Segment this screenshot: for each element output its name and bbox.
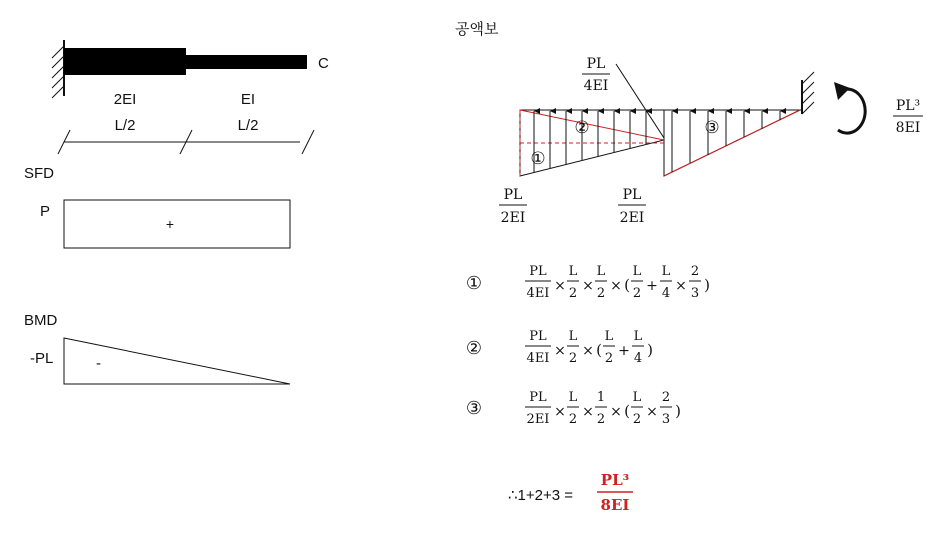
calc2-f1-den: 4EI [526, 351, 550, 366]
calc1-p2-num: L [661, 264, 671, 279]
svg-text:): ) [704, 276, 710, 294]
calc1-f3-num: L [596, 264, 606, 279]
calc1-f3-den: 2 [596, 286, 606, 301]
calc3-f3-den: 2 [596, 412, 606, 427]
calc3-f2-num: L [568, 390, 578, 405]
calc-row-2 [466, 329, 653, 366]
left-fraction-num: PL [503, 187, 523, 203]
svg-text:×: × [582, 278, 594, 294]
sfd-value: P [40, 203, 51, 220]
svg-text:×: × [582, 404, 594, 420]
result-prefix: ∴1+2+3 = [508, 487, 574, 504]
calc1-p1-den: 2 [632, 286, 642, 301]
calc2-p1-num: L [604, 329, 614, 344]
calc3-f2-den: 2 [568, 412, 578, 427]
calc2-f2-den: 2 [568, 351, 578, 366]
calc1-p2-den: 4 [661, 286, 671, 301]
sfd-title: SFD [24, 165, 54, 182]
conjugate-fixed-hatch [802, 72, 814, 114]
bmd-sign: - [96, 355, 101, 372]
calc2-p2-num: L [633, 329, 643, 344]
calc2-f1-num: PL [529, 329, 547, 344]
region-label-1: ① [530, 149, 546, 168]
top-fraction-num: PL [586, 56, 606, 72]
calc3-p2-num: 2 [661, 390, 671, 405]
calc1-p1-num: L [632, 264, 642, 279]
region-label-3: ③ [704, 118, 720, 137]
calc1-f2-num: L [568, 264, 578, 279]
calc-marker-2: ② [465, 338, 483, 358]
svg-text:(: ( [624, 276, 630, 294]
mid-fraction-den: 2EI [619, 210, 645, 226]
svg-text:×: × [554, 404, 566, 420]
length-label-2: L/2 [237, 117, 259, 134]
calc3-f3-num: 1 [596, 390, 606, 405]
top-fraction-leader [616, 64, 664, 138]
beam-segment-ei [186, 55, 307, 69]
calc-row-1 [466, 264, 710, 301]
calc1-f1-num: PL [529, 264, 547, 279]
red-diagonal-left [520, 110, 664, 140]
calc3-f1-den: 2EI [526, 412, 550, 427]
svg-text:×: × [582, 343, 594, 359]
calc-marker-3: ③ [465, 398, 483, 418]
calc3-p1-den: 2 [632, 412, 642, 427]
stiffness-label-2: EI [240, 91, 256, 108]
svg-text:): ) [647, 341, 653, 359]
calc1-p3-num: 2 [690, 264, 700, 279]
calc-marker-1: ① [465, 273, 483, 293]
bmd-value: -PL [30, 350, 54, 367]
fixed-support-hatch [52, 46, 64, 98]
calc1-f1-den: 4EI [526, 286, 550, 301]
calc3-p2-den: 3 [661, 412, 671, 427]
svg-text:(: ( [596, 341, 602, 359]
moment-arrow-head [834, 82, 850, 100]
svg-text:×: × [554, 278, 566, 294]
conjugate-beam-title: 공액보 [455, 21, 499, 38]
calc2-p1-den: 2 [604, 351, 614, 366]
result-line [508, 471, 633, 514]
sfd-sign: + [165, 216, 175, 232]
bmd-title: BMD [24, 312, 58, 329]
beam-end-label: C [318, 55, 329, 72]
stiffness-label-1: 2EI [113, 91, 137, 108]
svg-text:×: × [610, 278, 622, 294]
mid-fraction-num: PL [622, 187, 642, 203]
beam-diagram [52, 40, 329, 154]
calc1-p3-den: 3 [690, 286, 700, 301]
beam-segment-2ei [64, 48, 186, 75]
dimension-tick [302, 130, 314, 154]
left-fraction-den: 2EI [500, 210, 526, 226]
calc3-f1-num: PL [529, 390, 547, 405]
svg-text:+: + [646, 278, 658, 294]
calc2-f2-num: L [568, 329, 578, 344]
moment-fraction-num: PL³ [895, 98, 921, 114]
calc-row-3 [466, 390, 681, 427]
calc1-f2-den: 2 [568, 286, 578, 301]
result-num: PL³ [600, 471, 630, 489]
calc2-p2-den: 4 [633, 351, 643, 366]
svg-text:): ) [675, 402, 681, 420]
svg-text:+: + [618, 343, 630, 359]
moment-fraction-den: 8EI [895, 120, 921, 136]
svg-text:×: × [646, 404, 658, 420]
svg-text:×: × [554, 343, 566, 359]
svg-text:×: × [610, 404, 622, 420]
result-den: 8EI [600, 496, 630, 514]
length-label-1: L/2 [114, 117, 136, 134]
top-fraction-den: 4EI [583, 78, 609, 94]
sfd-rectangle [64, 200, 290, 248]
shear-force-diagram [24, 165, 290, 248]
bending-moment-diagram [24, 312, 290, 384]
conjugate-beam-diagram [455, 20, 923, 226]
region-label-2: ② [574, 118, 590, 137]
svg-text:×: × [675, 278, 687, 294]
calc3-p1-num: L [632, 390, 642, 405]
svg-text:(: ( [624, 402, 630, 420]
